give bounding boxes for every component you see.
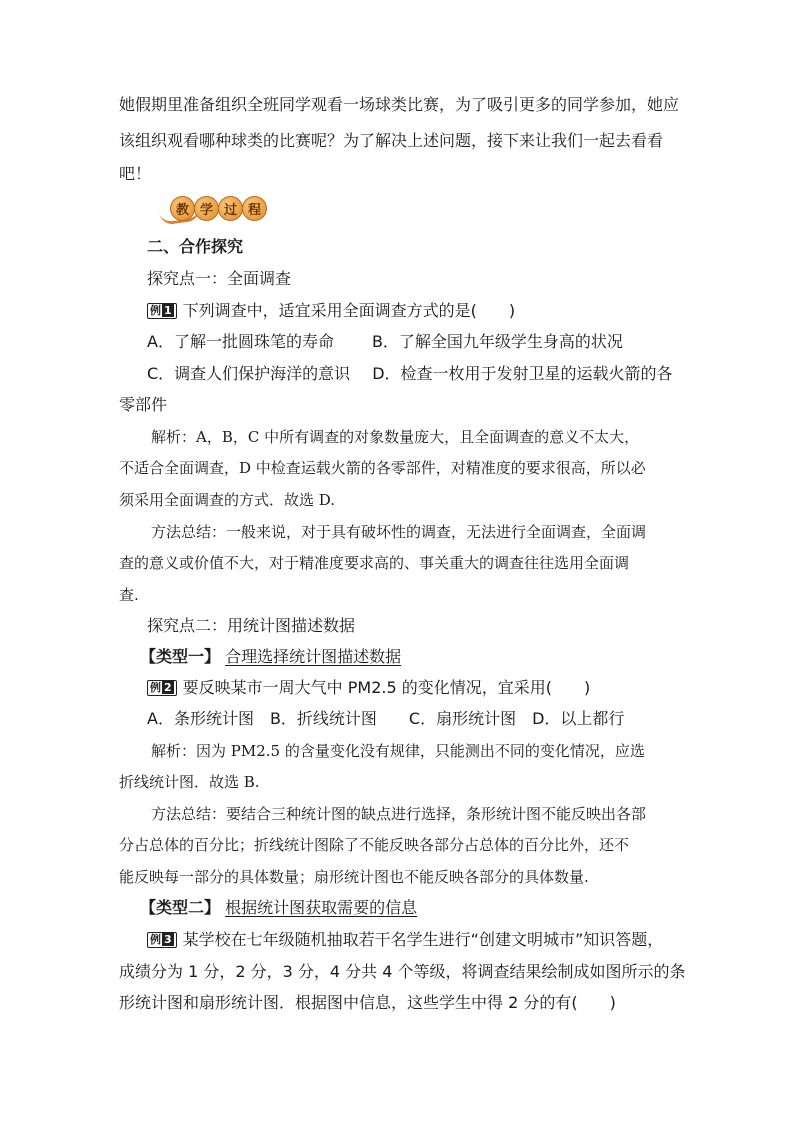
example2-analysis-2: 折线统计图．故选 B. xyxy=(119,773,260,791)
example-badge-icon: 例 1 xyxy=(147,303,177,319)
intro-line-2: 该组织观看哪种球类的比赛呢？为了解决上述问题，接下来让我们一起去看看 xyxy=(119,131,664,150)
example1-option-d-cont: 零部件 xyxy=(119,395,168,414)
type1-heading: 【类型一】 合理选择统计图描述数据 xyxy=(140,647,402,666)
example1-analysis-2: 不适合全面调查，D 中检查运载火箭的各零部件，对精准度的要求很高，所以必 xyxy=(119,459,646,477)
intro-line-3: 吧！ xyxy=(119,164,152,183)
example2-analysis-1: 解析：因为 PM2.5 的含量变化没有规律，只能测出不同的变化情况，应选 xyxy=(151,742,645,760)
example1-question: 例 1 下列调查中，适宜采用全面调查方式的是( ) xyxy=(147,300,707,322)
example3-question-3: 形统计图和扇形统计图．根据图中信息，这些学生中得 2 分的有( ) xyxy=(119,993,616,1012)
example3-question-1: 例 3 某学校在七年级随机抽取若干名学生进行“创建文明城市”知识答题， xyxy=(147,929,707,951)
example1-analysis-1: 解析：A，B，C 中所有调查的对象数量庞大，且全面调查的意义不太大， xyxy=(151,428,640,446)
explore1-title: 探究点一：全面调查 xyxy=(147,269,292,288)
banner-char: 过 xyxy=(218,196,243,221)
intro-line-1: 她假期里准备组织全班同学观看一场球类比赛，为了吸引更多的同学参加，她应 xyxy=(119,95,680,114)
example1-options-cd: C．调查人们保护海洋的意识 D．检查一枚用于发射卫星的运载火箭的各 xyxy=(147,364,673,383)
teaching-process-banner xyxy=(160,196,260,224)
type2-heading: 【类型二】 根据统计图获取需要的信息 xyxy=(140,898,418,917)
example2-summary-1: 方法总结：要结合三种统计图的缺点进行选择，条形统计图不能反映出各部 xyxy=(151,805,647,823)
banner-char: 学 xyxy=(194,196,219,221)
explore2-title: 探究点二：用统计图描述数据 xyxy=(147,616,356,635)
banner-char: 程 xyxy=(242,196,267,221)
example1-options-ab: A．了解一批圆珠笔的寿命 B．了解全国九年级学生身高的状况 xyxy=(147,332,623,351)
example2-question: 例 2 要反映某市一周大气中 PM2.5 的变化情况，宜采用( ) xyxy=(147,677,707,699)
example2-summary-3: 能反映每一部分的具体数量；扇形统计图也不能反映各部分的具体数量. xyxy=(119,868,589,886)
example-badge-icon: 例 2 xyxy=(147,680,177,696)
example-badge-icon: 例 3 xyxy=(147,932,177,948)
example2-options: A．条形统计图 B．折线统计图 C．扇形统计图 D．以上都行 xyxy=(147,709,625,728)
section-title: 二、合作探究 xyxy=(147,237,244,256)
banner-char: 教 xyxy=(170,196,195,221)
example1-analysis-3: 须采用全面调查的方式．故选 D. xyxy=(119,491,336,509)
example2-summary-2: 分占总体的百分比；折线统计图除了不能反映各部分占总体的百分比外，还不 xyxy=(119,836,630,854)
example3-question-2: 成绩分为 1 分，2 分，3 分，4 分共 4 个等级，将调查结果绘制成如图所示的条 xyxy=(119,962,686,981)
example1-summary-2: 查的意义或价值不大，对于精准度要求高的、事关重大的调查往往选用全面调 xyxy=(119,554,630,572)
example1-summary-1: 方法总结：一般来说，对于具有破坏性的调查，无法进行全面调查，全面调 xyxy=(151,523,647,541)
example1-summary-3: 查. xyxy=(119,586,139,604)
